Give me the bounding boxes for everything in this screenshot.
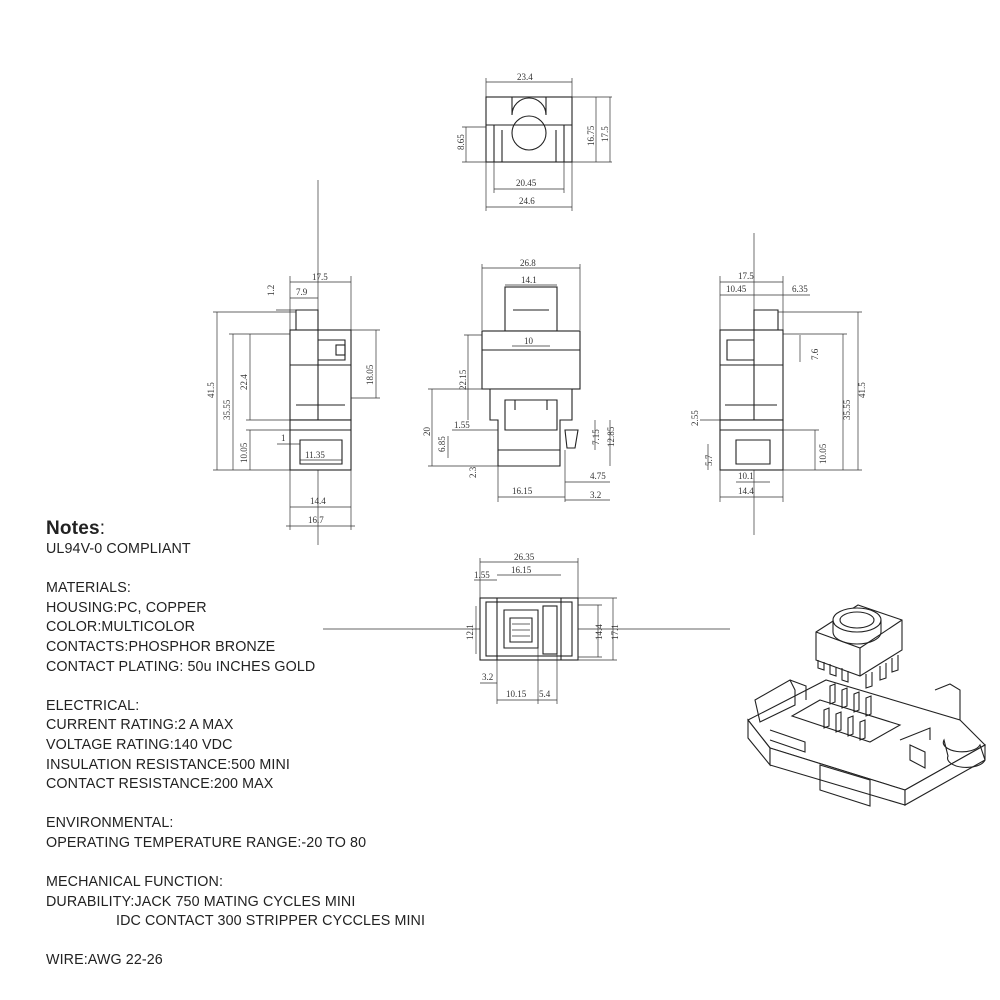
dim-front-side-a: 7.15: [591, 429, 601, 445]
dim-right-base: 14.4: [738, 486, 754, 496]
dim-bottom-height-a: 12.1: [465, 624, 475, 640]
right-body-lower: [720, 420, 783, 470]
dim-bottom-height-c: 17.1: [610, 624, 620, 640]
front-view: [422, 258, 616, 502]
top-view: [456, 72, 612, 211]
dim-front-side-b: 12.85: [606, 426, 616, 447]
top-view-body: [486, 97, 572, 162]
right-side-view: [690, 233, 867, 535]
durability-spec: DURABILITY:JACK 750 MATING CYCLES MINI: [46, 893, 356, 910]
dim-left-base-outer: 16.7: [308, 515, 324, 525]
dim-right-step: 2.55: [690, 410, 700, 426]
dim-bottom-slot: 5.4: [539, 689, 551, 699]
electrical-heading: ELECTRICAL:: [46, 697, 140, 714]
dim-bottom-height-b: 14.4: [594, 624, 604, 640]
front-body-lower: [490, 389, 572, 450]
right-latch: [754, 310, 778, 330]
dim-top-inner: 20.45: [516, 178, 537, 188]
dim-top-width: 23.4: [517, 72, 533, 82]
dim-top-height-a: 8.65: [456, 134, 466, 150]
dim-left-slot: 11.35: [305, 450, 325, 460]
dim-bottom-port: 10.15: [506, 689, 527, 699]
dim-left-small: 1.2: [266, 284, 276, 296]
compliance-note: UL94V-0 COMPLIANT: [46, 541, 191, 557]
voltage-spec: VOLTAGE RATING:140 VDC: [46, 736, 233, 753]
dim-bottom-edge: 3.2: [482, 672, 494, 682]
plating-spec: CONTACT PLATING: 50u INCHES GOLD: [46, 658, 316, 675]
right-body-upper: [720, 330, 783, 420]
dim-right-slot: 10.1: [738, 471, 754, 481]
left-side-view: [206, 180, 380, 545]
dim-front-mid: 10: [524, 336, 533, 346]
front-cap: [505, 287, 557, 331]
dim-left-base: 14.4: [310, 496, 326, 506]
dim-front-top: 14.1: [521, 275, 537, 285]
dim-right-lower: 10.05: [818, 443, 828, 464]
temperature-spec: OPERATING TEMPERATURE RANGE:-20 TO 80: [46, 834, 367, 851]
mechanical-heading: MECHANICAL FUNCTION:: [46, 874, 224, 891]
dim-left-width: 17.5: [312, 272, 328, 282]
housing-piece: [748, 680, 985, 806]
cap-piece: [816, 605, 902, 688]
dim-right-offset: 10.45: [726, 284, 747, 294]
wire-spec: WIRE:AWG 22-26: [46, 952, 163, 969]
idc-spec: IDC CONTACT 300 STRIPPER CYCCLES MINI: [116, 913, 426, 930]
dim-bottom-step: 1.55: [474, 570, 490, 580]
dim-left-gap: 1: [281, 433, 286, 443]
dim-front-base: 16.15: [512, 486, 533, 496]
dim-front-step: 1.55: [454, 420, 470, 430]
dim-right-tab: 6.35: [792, 284, 808, 294]
dim-right-body: 35.55: [842, 399, 852, 420]
notes-title: Notes:: [46, 518, 106, 539]
dim-front-tab: 2.3: [468, 466, 478, 478]
environmental-heading: ENVIRONMENTAL:: [46, 815, 174, 832]
dim-top-height-c: 17.5: [600, 126, 610, 142]
materials-heading: MATERIALS:: [46, 580, 131, 597]
dim-left-height: 41.5: [206, 382, 216, 398]
notes-panel: [46, 518, 546, 971]
dim-right-height: 41.5: [857, 382, 867, 398]
dim-top-overall: 24.6: [519, 196, 535, 206]
dim-right-clip: 7.6: [810, 348, 820, 360]
insulation-spec: INSULATION RESISTANCE:500 MINI: [46, 756, 290, 773]
dim-bottom-width: 26.35: [514, 552, 535, 562]
color-spec: COLOR:MULTICOLOR: [46, 619, 196, 636]
dim-right-width: 17.5: [738, 271, 754, 281]
isometric-exploded-view: [748, 605, 985, 806]
dim-front-lower: 20: [422, 427, 432, 436]
dim-front-foot: 6.85: [437, 436, 447, 452]
housing-spec: HOUSING:PC, COPPER: [46, 599, 207, 616]
dim-front-upper: 22.15: [458, 369, 468, 390]
dim-left-lower: 10.05: [239, 442, 249, 463]
left-body-upper: [290, 330, 351, 420]
dim-top-height-b: 16.75: [586, 125, 596, 146]
dim-left-body: 35.55: [222, 399, 232, 420]
dim-left-offset: 7.9: [296, 287, 308, 297]
dim-front-width: 26.8: [520, 258, 536, 268]
contact-resistance-spec: CONTACT RESISTANCE:200 MAX: [46, 776, 274, 793]
dim-left-upper: 22.4: [239, 374, 249, 390]
contacts-spec: CONTACTS:PHOSPHOR BRONZE: [46, 638, 276, 655]
current-spec: CURRENT RATING:2 A MAX: [46, 717, 234, 734]
dim-bottom-inner: 16.15: [511, 565, 532, 575]
latch: [296, 310, 318, 330]
dim-right-foot: 5.7: [704, 454, 714, 466]
dim-left-side: 18.05: [365, 364, 375, 385]
dim-front-edge: 3.2: [590, 490, 602, 500]
dim-front-offset: 4.75: [590, 471, 606, 481]
